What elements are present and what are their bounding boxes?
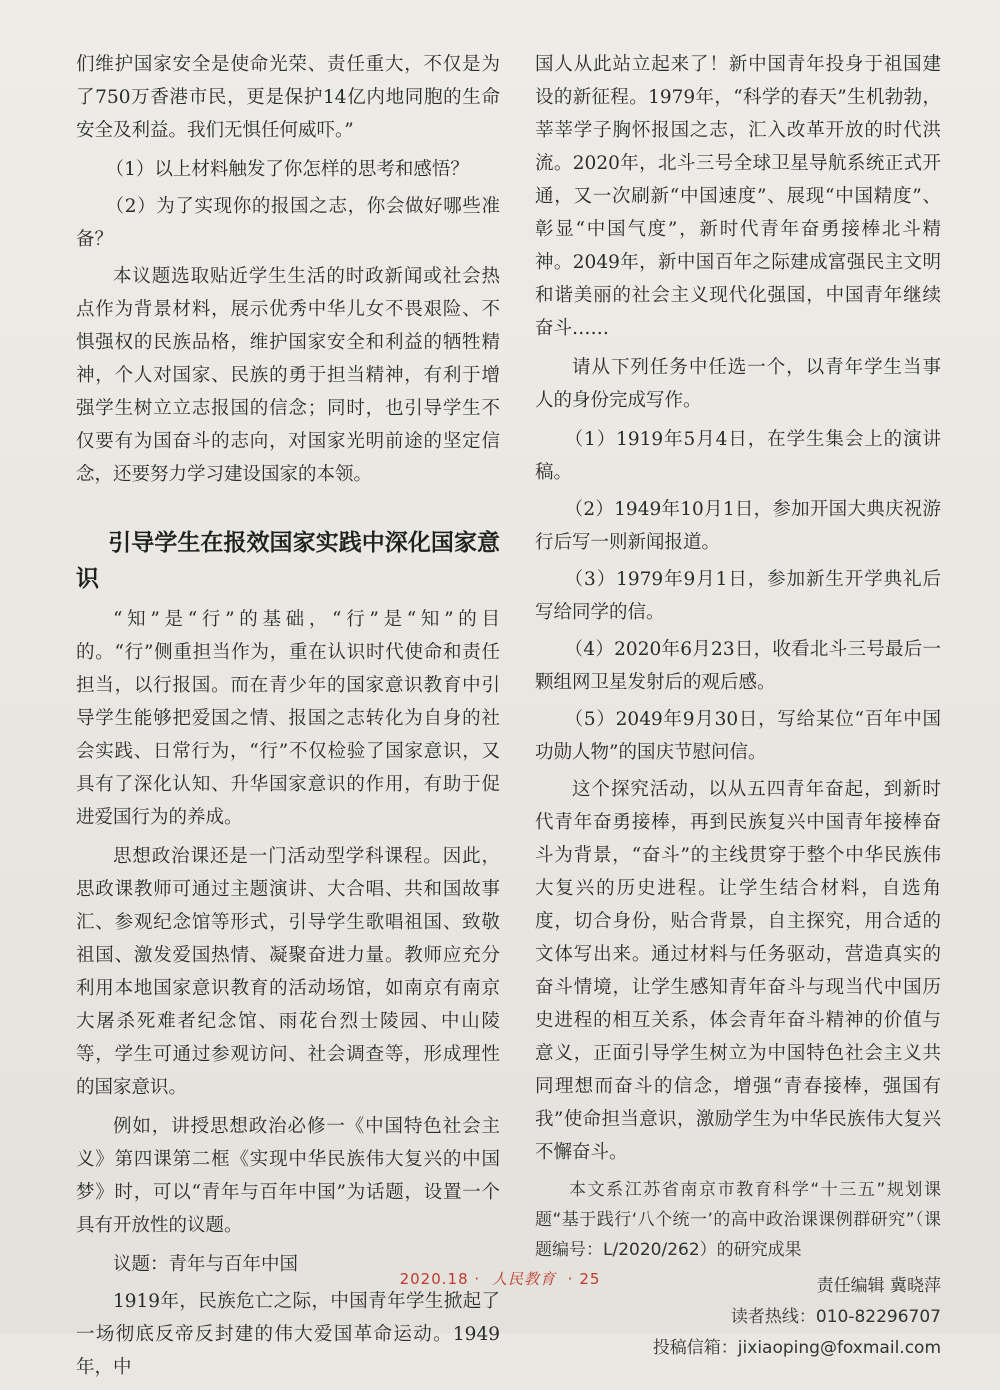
task-intro: 请从下列任务中任选一个，以青年学生当事人的身份完成写作。 (535, 357, 941, 411)
reader-hotline: 读者热线：010-82296707 (730, 1307, 941, 1327)
task-item: （4）2020年6月23日，收看北斗三号最后一颗组网卫星发射后的观后感。 (535, 639, 941, 693)
submission-email: 投稿信箱：jixiaoping@foxmail.com (652, 1338, 941, 1358)
paragraph: 这个探究活动，以从五四青年奋起，到新时代青年奋勇接棒，再到民族复兴中国青年接棒奋斗为背景，“奋斗”的主线贯穿于整个中华民族伟大复兴的历史进程。让学生结合材料，自选角度，切合身份，贴合背景，自主探究，用合适的文体写出来。通过材料与任务驱动，营造真实的奋斗情境，让学生感知青年奋斗与现当代中国历史进程的相互关系，体会青年奋斗精神的价值与意义，正面引导学生树立为中国特色社会主义共同理想而奋斗的信念，增强“青春接棒，强国有我”使命担当意识，激励学生为中华民族伟大复兴不懈奋斗。 (535, 779, 941, 1163)
page-number: 25 (579, 1270, 601, 1288)
page-footer (0, 1268, 1000, 1289)
issue-number: 2020.18 (399, 1270, 469, 1288)
paragraph: 们维护国家安全是使命光荣、责任重大，不仅是为了750万香港市民，更是保护14亿内地同胞的生命安全及利益。我们无惧任何威吓。” (76, 54, 500, 141)
separator-dot: · (474, 1270, 481, 1288)
question-1: （1）以上材料触发了你怎样的思考和感悟？ (105, 159, 469, 180)
paragraph: 例如，讲授思想政治必修一《中国特色社会主义》第四课第二框《实现中华民族伟大复兴的中国梦》时，可以“青年与百年中国”为话题，设置一个具有开放性的议题。 (76, 1116, 500, 1236)
editor-line: 责任编辑 冀晓萍 (816, 1276, 941, 1296)
left-column (76, 48, 500, 1390)
question-2: （2）为了实现你的报国之志，你会做好哪些准备？ (76, 196, 500, 250)
task-item: （5）2049年9月30日，写给某位“百年中国功勋人物”的国庆节慰问信。 (535, 709, 941, 763)
task-item: （1）1919年5月4日，在学生集会上的演讲稿。 (535, 429, 941, 483)
paragraph: 1919年，民族危亡之际，中国青年学生掀起了一场彻底反帝反封建的伟大爱国革命运动。1949年，中 (76, 1291, 500, 1378)
magazine-name: 人民教育 (491, 1270, 556, 1288)
separator-dot: · (567, 1270, 574, 1288)
right-column (535, 48, 941, 1364)
task-item: （3）1979年9月1日，参加新生开学典礼后写给同学的信。 (535, 569, 941, 623)
paragraph: “知”是“行”的基础，“行”是“知”的目的。“行”侧重担当作为，重在认识时代使命和责任担当，以行报国。而在青少年的国家意识教育中引导学生能够把爱国之情、报国之志转化为自身的社会实践、日常行为，“行”不仅检验了国家意识，又具有了深化认知、升华国家意识的作用，有助于促进爱国行为的养成。 (76, 609, 500, 828)
paragraph: 本议题选取贴近学生生活的时政新闻或社会热点作为背景材料，展示优秀中华儿女不畏艰险、不惧强权的民族品格，维护国家安全和利益的牺牲精神，个人对国家、民族的勇于担当精神，有利于增强学生树立立志报国的信念；同时，也引导学生不仅要有为国奋斗的志向，对国家光明前途的坚定信念，还要努力学习建设国家的本领。 (76, 266, 500, 485)
task-item: （2）1949年10月1日，参加开国大典庆祝游行后写一则新闻报道。 (535, 499, 941, 553)
paragraph: 国人从此站立起来了！新中国青年投身于祖国建设的新征程。1979年，“科学的春天”生机勃勃，莘莘学子胸怀报国之志，汇入改革开放的时代洪流。2020年，北斗三号全球卫星导航系统正式开通，又一次刷新“中国速度”、展现“中国精度”、彰显“中国气度”，新时代青年奋勇接棒北斗精神。2049年，新中国百年之际建成富强民主文明和谐美丽的社会主义现代化强国，中国青年继续奋斗…… (535, 54, 941, 339)
topic-label: 议题：青年与百年中国 (113, 1254, 299, 1275)
section-heading: 引导学生在报效国家实践中深化国家意识 (76, 530, 500, 592)
research-credit: 本文系江苏省南京市教育科学“十三五”规划课题“基于践行‘八个统一’的高中政治课课例群研究”（课题编号：L/2020/262）的研究成果 (535, 1180, 941, 1260)
paragraph: 思想政治课还是一门活动型学科课程。因此，思政课教师可通过主题演讲、大合唱、共和国故事汇、参观纪念馆等形式，引导学生歌唱祖国、致敬祖国、激发爱国热情、凝聚奋进力量。教师应充分利用本地国家意识教育的活动场馆，如南京有南京大屠杀死难者纪念馆、雨花台烈士陵园、中山陵等，学生可通过参观访问、社会调查等，形成理性的国家意识。 (76, 846, 500, 1098)
